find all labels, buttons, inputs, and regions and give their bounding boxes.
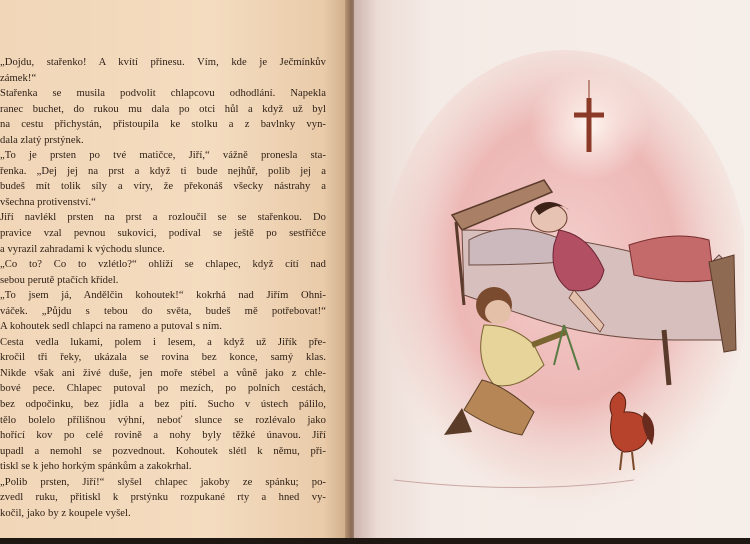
text-line: bez odpočinku, bez jídla a bez pití. Sucho v ústech pálilo, (0, 399, 326, 411)
text-line: bové pece. Chlapec putoval po mezích, po polních cestách, (0, 383, 326, 395)
text-line: pravice vzal pevnou sukovici, podíval se ještě po sestřičce (0, 228, 326, 240)
text-line: dala zlatý prstýnek. (0, 134, 84, 146)
text-line: Jiří navlékl prsten na prst a rozloučil se se stařenkou. Do (0, 212, 326, 224)
text-line: a vyrazil zahradami k východu slunce. (0, 243, 165, 255)
text-line: kočil, jako by z koupele vyšel. (0, 507, 131, 519)
text-line: „Co to? Co to vzlétlo?“ ohlíží se chlapec, když cítí nad (0, 259, 326, 271)
story-text (0, 55, 326, 521)
text-line: sebou perutě ptačích křídel. (0, 274, 119, 286)
page-bottom-edge (0, 538, 750, 544)
text-line: „Polib prsten, Jiří!“ slyšel chlapec jakoby ze spánku; po- (0, 476, 326, 488)
text-line: zvedl ruku, přitiskl k prstýnku rozpukané rty a hned vy- (0, 492, 326, 504)
text-line: tiskl se k jeho horkým spánkům a zakokrhal. (0, 461, 192, 473)
text-line: „To jsem já, Andělčin kohoutek!“ kokrhá nad Jiřím Ohni- (0, 290, 326, 302)
text-line: hořící kov po celé rovině a nohy byly těžké únavou. Jiří (0, 430, 326, 442)
text-line: budeš mít tolik síly a víry, že překonáš všecky nástrahy a (0, 181, 326, 193)
text-line: A kohoutek sedl chlapci na rameno a putoval s ním. (0, 321, 222, 333)
text-line: kročil tři řeky, ukázala se rovina bez konce, samý klas. (0, 352, 326, 364)
right-page (354, 0, 750, 544)
text-line: upadl a nemohl se pozvednout. Kohoutek slétl k němu, při- (0, 445, 326, 457)
text-line: Stařenka se musila podvolit chlapcovu odhodlání. Napekla (0, 88, 326, 100)
text-line: řenka. „Dej jej na prst a když ti bude nejhůř, polib jej a (0, 165, 326, 177)
text-line: všechna protivenství.“ (0, 196, 96, 208)
left-page (0, 0, 352, 544)
text-line: zámek!“ (0, 72, 37, 84)
text-line: Cesta vedla lukami, polem i lesem, a když už Jiřík pře- (0, 336, 326, 348)
text-line: na cestu přichystán, přistoupila ke stolku a z bavlnky vyn- (0, 119, 326, 131)
text-line: „To je prsten po tvé matičce, Jiří,“ vážně pronesla sta- (0, 150, 326, 162)
text-line: váček. „Půjdu s tebou do světa, budeš mě potřebovat!“ (0, 305, 326, 317)
text-line: „Dojdu, stařenko! A kvítí přinesu. Vím, kde je Ječmínkův (0, 57, 326, 68)
text-line: Nikde však ani živé duše, jen moře stébel a vůně jako z chle- (0, 367, 326, 379)
text-line: ranec buchet, do rukou mu dala po otci hůl a když už byl (0, 103, 326, 115)
story-illustration (374, 40, 744, 530)
text-line: tělo bolelo přílišnou výhní, neboť slunce se rozlévalo jako (0, 414, 326, 426)
